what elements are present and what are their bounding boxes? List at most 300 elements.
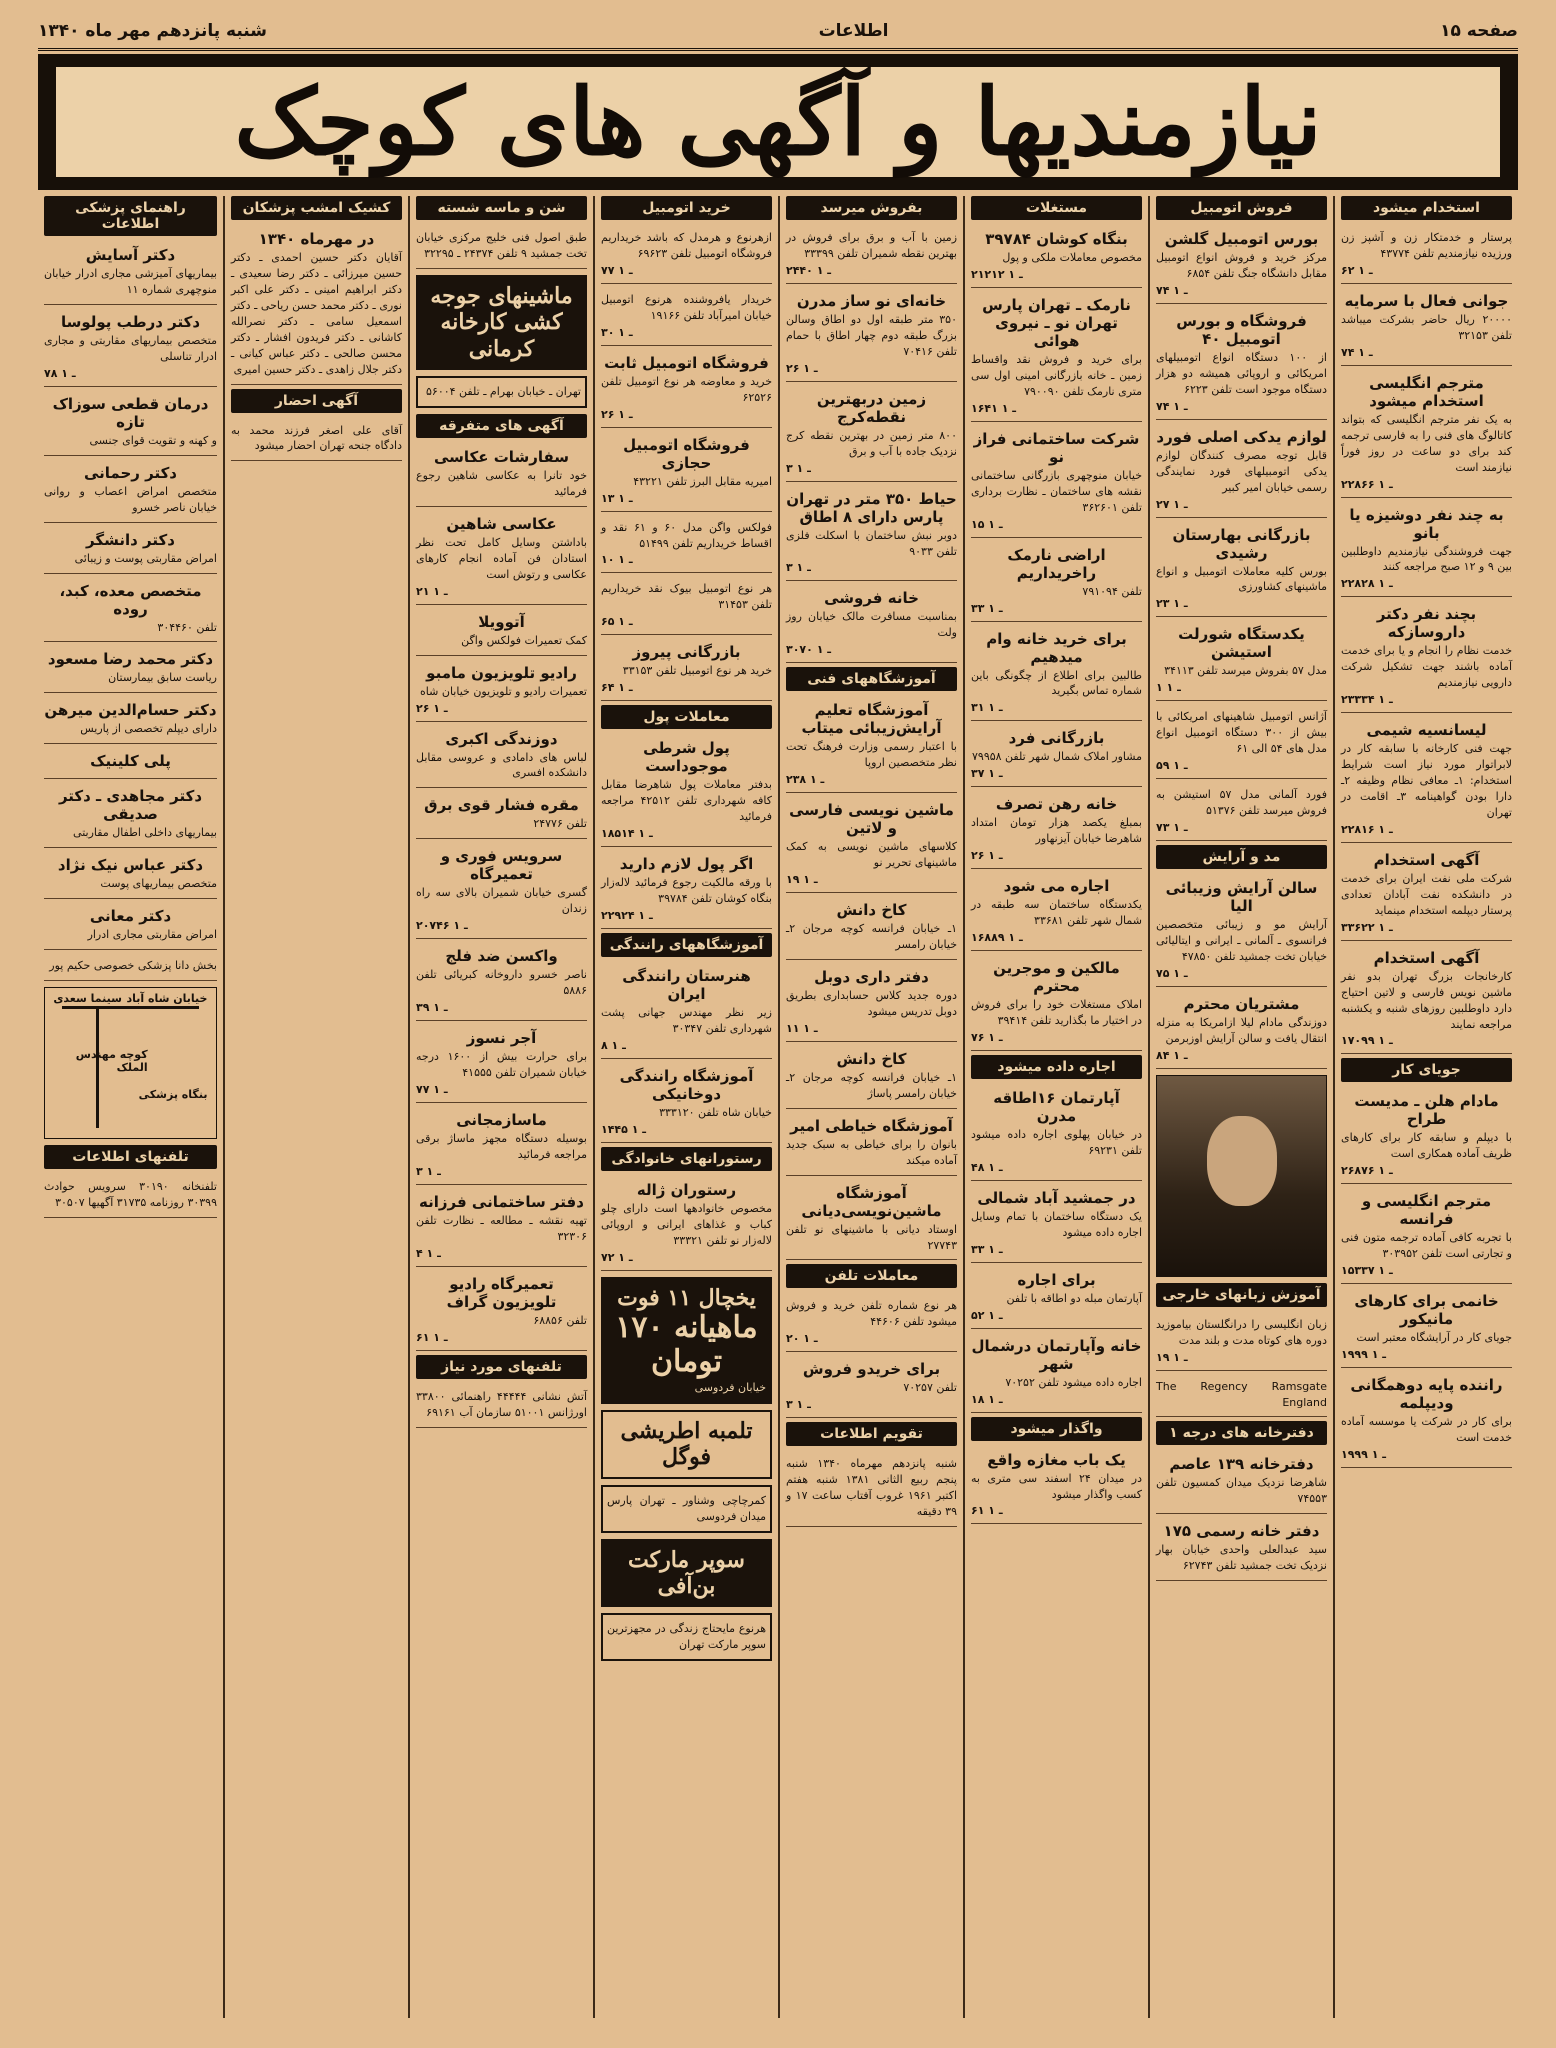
ad-title: واکسن ضد فلج [445, 947, 558, 966]
ad-body: تلفن ۲۴۷۷۶ [533, 817, 587, 831]
ad-code: ۲۷ ـ ۱ [1156, 497, 1188, 511]
ad-body: متخصص بیماریهای مقاربتی و مجاری ادرار تناسلی [44, 333, 217, 363]
ad-body: شاهرضا نزدیک میدان کمسیون تلفن ۷۴۵۵۳ [1156, 1476, 1327, 1506]
ad-body: آپارتمان مبله دو اطاقه با تلفن [1006, 1291, 1142, 1305]
ad-code: ۲۶ ـ ۱ [601, 407, 633, 421]
ad-body: امیریه مقابل البرز تلفن ۴۳۲۲۱ [633, 474, 772, 488]
ad-body: با ورقه مالکیت رجوع فرمائید لاله‌زار بنگاه کوشان تلفن ۳۹۷۸۴ [601, 876, 772, 905]
ad-title: مترجم انگلیسی استخدام میشود [1369, 373, 1484, 410]
ad-body: بمناسبت مسافرت مالک خیابان روز ولت [786, 610, 957, 640]
ad-title: در مهرماه ۱۳۴۰ [258, 230, 375, 248]
section-heading: بفروش میرسد [786, 196, 957, 220]
ad-code: ۷۴ ـ ۱ [1156, 283, 1188, 297]
ad-title: آتوویلا [478, 612, 525, 631]
ad-title: رادیو تلویزیون مامبو [426, 663, 577, 682]
ad-body: مخصوص معاملات ملکی و پول [1002, 251, 1142, 264]
classified-ad [971, 292, 1142, 422]
classified-ad [231, 419, 402, 462]
classified-ad [416, 609, 587, 656]
ad-title: لیسانسیه شیمی [1366, 721, 1487, 740]
ad-body: دارای دیپلم تخصصی از پاریس [80, 722, 217, 736]
ad-body: برای خرید و فروش نقد واقساط زمین ـ خانه بازرگانی امینی اول سی متری نارمک تلفن ۷۹۰۰۹۰ [971, 352, 1142, 398]
ad-title: مادام هلن ـ مدیست طراح [1354, 1092, 1499, 1129]
ad-code: ۷۷ ـ ۱ [416, 1082, 448, 1096]
ad-code: ۲۰ ـ ۱ [786, 1332, 818, 1346]
ad-code: ۳۳ ـ ۱ [971, 1242, 1003, 1256]
columns-container [38, 196, 1518, 2018]
ad-code: ۳۰۷۰ ـ ۱ [786, 643, 831, 657]
ad-title: بچند نفر دکتر داروسازکه [1376, 605, 1477, 642]
section-heading: شن و ماسه شسته [416, 196, 587, 220]
ad-title: دکتر حسام‌الدین میرهن [44, 701, 217, 720]
classified-ad [1341, 1288, 1512, 1368]
ad-body: دوزندگی مادام لیلا ازامریکا به منزله انتقال یافت و سالن آرایش اوزبرمن [1156, 1015, 1327, 1045]
ad-body: فولکس واگن مدل ۶۰ و ۶۱ نقد و اقساط خریداریم تلفن ۵۱۴۹۹ [601, 520, 772, 550]
classified-ad [1341, 226, 1512, 284]
section-heading: آموزشگاههای فنی [786, 667, 957, 691]
ad-title: دوزندگی اکبری [445, 729, 558, 748]
ad-code: ۳۰ ـ ۱ [601, 325, 633, 339]
classified-ad [44, 748, 217, 779]
ad-code: ۱۴۴۵ ـ ۱ [601, 1122, 646, 1136]
classified-ad [416, 943, 587, 1021]
ad-body: بدفتر معاملات پول شاهرضا مقابل کافه شهرداری تلفن ۴۲۵۱۲ مراجعه فرمائید [601, 778, 772, 824]
ad-title: مترجم انگلیسی و فرانسه [1361, 1192, 1492, 1229]
classified-ad [971, 955, 1142, 1051]
kermani-ad-sub [416, 376, 587, 408]
classified-ad [1156, 705, 1327, 779]
ad-body: گسری خیابان شمیران بالای سه راه زندان [416, 886, 587, 916]
ad-title: دکتر رحمانی [83, 463, 178, 482]
ad-body: طالبین برای اطلاع از چگونگی باین شماره تماس بگیرید [971, 668, 1142, 698]
ad-title: یکدستگاه شورلت استیشن [1178, 625, 1305, 662]
column-4 [778, 196, 963, 2018]
ad-body: تلفن ۶۸۸۵۶ [533, 1313, 587, 1327]
ad-title: برای خرید خانه وام میدهیم [986, 629, 1127, 666]
ad-code: ۶۱ ـ ۱ [971, 1504, 1003, 1518]
classified-ad [786, 386, 957, 482]
portrait-photo [1156, 1075, 1327, 1277]
ad-body: به یک نفر مترجم انگلیسی که بتواند کاتالوگ های فنی را به فارسی ترجمه کند برای دو ساعت در روز فوراً نیازمند است [1341, 412, 1512, 474]
ad-code: ۲۶۸۷۶ ـ ۱ [1341, 1164, 1393, 1178]
classified-ad [44, 697, 217, 744]
ad-code: ۳۱ ـ ۱ [971, 701, 1003, 715]
classified-ad [786, 226, 957, 284]
ad-title: دکتر عباس نیک نژاد [57, 856, 204, 875]
classified-ad [416, 1271, 587, 1351]
fridge-ad-line: یخچال ۱۱ فوت [617, 1284, 756, 1311]
ad-code: ۸ ـ ۱ [601, 1038, 626, 1052]
ad-body: شنبه پانزدهم مهرماه ۱۳۴۰ شنبه پنجم ربیع الثانی ۱۳۸۱ شنبه هفتم اکتبر ۱۹۶۱ غروب آفتاب ساعت ۱۷ و ۳۹ دقیقه [786, 1457, 958, 1519]
column-1 [1333, 196, 1518, 2018]
ad-title: آموزشگاه ماشین‌نویسی‌دیانی [801, 1183, 942, 1220]
ad-code: ۱۵۳۳۷ ـ ۱ [1341, 1264, 1393, 1278]
ad-body: متخصص بیماریهای پوست [100, 877, 217, 891]
ad-body: جویای کار در آرایشگاه معتبر است [1356, 1331, 1512, 1345]
ad-body: اجاره داده میشود تلفن ۷۰۲۵۲ [1005, 1375, 1142, 1389]
ad-body: ۱ـ خیابان فرانسه کوچه مرجان ۲ـ خیابان رامسر پاساژ [786, 1070, 957, 1100]
ad-body: امراض مقاربتی پوست و زیبائی [74, 551, 217, 565]
ad-body: The Regency Ramsgate England [1156, 1379, 1327, 1409]
ad-body: ریاست سابق بیمارستان [108, 671, 217, 685]
classified-ad [601, 639, 772, 701]
section-heading: آموزش زبانهای خارجی [1156, 1283, 1327, 1307]
ad-title: مقره فشار قوی برق [424, 796, 579, 815]
ad-code: ۱۹۹۹ ـ ۱ [1341, 1448, 1386, 1461]
classified-ad [971, 1333, 1142, 1413]
ad-body: بیماریهای آمیزشی مجاری ادرار خیابان منوچهری شماره ۱۱ [44, 267, 217, 296]
ad-title: آگهی استخدام [1373, 948, 1480, 967]
classified-ad [971, 542, 1142, 622]
classified-ad [416, 726, 587, 789]
section-heading: اجاره داده میشود [971, 1055, 1142, 1079]
ad-code: ۳۳۶۲۲ ـ ۱ [1341, 920, 1393, 934]
ad-title: ماشین نویسی فارسی و لاتین [789, 801, 954, 838]
classified-ad [601, 735, 772, 847]
ad-body: از ۱۰۰ دستگاه انواع اتومبیلهای امریکائی و اروپائی همیشه دو هزار دستگاه موجود است تلفن ۶۲۲۳ [1156, 350, 1327, 396]
ad-title: دکتر درطب پولوسا [60, 312, 201, 331]
section-heading: تلفنهای اطلاعات [44, 1145, 217, 1169]
ad-body: جهت فروشندگی نیازمندیم داوطلبین بین ۹ و ۱۲ صبح مراجعه کنند [1341, 544, 1512, 574]
classified-ad [786, 1180, 957, 1261]
ad-body: ۸۰۰ متر زمین در بهترین نقطه کرج نزدیک جاده با آب و برق [786, 428, 957, 458]
map-label: کوچه مهندس الملک [75, 1048, 148, 1075]
classified-ad [44, 1175, 217, 1218]
classified-ad [1341, 601, 1512, 713]
classified-ad [971, 725, 1142, 787]
ad-body: بمبلغ یکصد هزار تومان امتداد شاهرضا خیابان آیزنهاور [971, 816, 1142, 846]
classified-ad [971, 873, 1142, 951]
classified-ad [416, 1385, 587, 1428]
ad-title: زمین دربهترین نقطه‌کرج [816, 389, 927, 426]
page-header [38, 14, 1518, 51]
ad-code: ۴ ـ ۱ [416, 1246, 441, 1260]
classified-ad [601, 1177, 772, 1271]
classified-ad [44, 578, 217, 643]
classified-ad [44, 783, 217, 848]
ad-title: سفارشات عکاسی [433, 447, 570, 466]
column-2 [1148, 196, 1333, 2018]
supermarket-ad [601, 1539, 772, 1608]
section-heading: آموزشگاههای رانندگی [601, 933, 772, 957]
ad-code: ۱۱ ـ ۱ [786, 1021, 818, 1035]
ad-code: ۱۹ ـ ۱ [1156, 1350, 1188, 1364]
classified-ad [601, 350, 772, 428]
section-heading: خرید اتومبیل [601, 196, 772, 220]
section-heading: استخدام میشود [1341, 196, 1512, 220]
ad-title: برای اجاره [1017, 1270, 1096, 1289]
classified-ad [786, 1046, 957, 1109]
classified-ad [1341, 847, 1512, 941]
ad-title: بازرگانی بهارستان رشیدی [1172, 525, 1311, 562]
classified-ad [416, 1107, 587, 1185]
classified-ad [44, 391, 217, 456]
ad-body: کمک تعمیرات فولکس واگن [461, 633, 587, 647]
ad-code: ۲۲۸۱۶ ـ ۱ [1341, 822, 1393, 836]
ad-body: ناصر خسرو داروخانه کبریائی تلفن ۵۸۸۶ [416, 968, 587, 998]
classified-ad [1156, 991, 1327, 1069]
ad-body: دوره جدید کلاس حسابداری بطریق دوبل تدریس میشود [786, 988, 957, 1018]
classified-ad [786, 697, 957, 793]
ad-body: املاک مستغلات خود را برای فروش در اختیار ما بگذارید تلفن ۳۹۴۱۴ [971, 998, 1142, 1027]
classified-ad [601, 577, 772, 635]
classified-ad [601, 432, 772, 512]
fridge-ad-line: خیابان فردوسی [694, 1380, 766, 1394]
ad-title: به چند نفر دوشیزه یا بانو [1349, 505, 1504, 542]
ad-body: فورد آلمانی مدل ۵۷ استیشن به فروش میرسد تلفن ۵۱۳۷۶ [1156, 788, 1327, 818]
classified-ad [971, 1447, 1142, 1525]
classified-ad [971, 626, 1142, 722]
ad-body: بیماریهای داخلی اطفال مقاربتی [73, 826, 217, 840]
classified-ad [786, 1356, 957, 1418]
ad-body: آرایش مو و زیبائی متخصصین فرانسوی ـ آلمانی ـ ایرانی و ایتالیائی خیابان تخت جمشید تلفن ۴۷۸۵۰ [1156, 918, 1327, 963]
ad-title: برای خریدو فروش [802, 1360, 941, 1379]
fridge-ad-line: ماهیانه ۱۷۰ تومان [615, 1309, 758, 1380]
classified-ad [786, 797, 957, 893]
ad-title: خانمی برای کارهای مانیکور [1354, 1292, 1499, 1329]
ad-body: خریدار یافروشنده هرنوع اتومبیل خیابان امیرآباد تلفن ۱۹۱۶۶ [601, 292, 772, 322]
classified-ad [601, 226, 772, 284]
classified-ad [44, 242, 217, 305]
portrait-face [1207, 1116, 1277, 1206]
ad-body: تلفن ۳۰۴۴۶۰ [157, 620, 217, 634]
ad-body: خرید هر نوع اتومبیل تلفن ۳۳۱۵۳ [622, 664, 772, 678]
classified-ad [1156, 875, 1327, 987]
ad-title: سرویس فوری و تعمیرگاه [440, 847, 563, 884]
ad-title: بورس اتومبیل گلشن [1164, 230, 1319, 248]
ad-code: ۶۴ ـ ۱ [601, 681, 633, 695]
section-heading: آگهی احضار [231, 389, 402, 413]
ad-title: درمان قطعی سوزاک تازه [52, 394, 209, 431]
column-5 [593, 196, 778, 2018]
ad-code: ۴۸ ـ ۱ [971, 1160, 1003, 1174]
ad-body: بوسیله دستگاه مجهز ماساژ برقی مراجعه فرمائید [416, 1131, 587, 1161]
section-heading: تلفنهای مورد نیاز [416, 1355, 587, 1379]
classified-ad [1156, 522, 1327, 618]
ad-code: ۲۳ ـ ۱ [1156, 597, 1188, 611]
ad-code: ۳۹ ـ ۱ [416, 1001, 448, 1015]
ad-body: یک دستگاه ساختمان با تمام وسایل اجاره داده میشود [971, 1209, 1142, 1239]
section-banner [38, 54, 1518, 190]
classified-ad [971, 426, 1142, 538]
ad-title: کاخ دانش [836, 901, 907, 920]
ad-body: و کهنه و تقویت قوای جنسی [89, 433, 217, 447]
ad-body: با تجربه کافی آماده ترجمه متون فنی و تجارتی است تلفن ۳۰۳۹۵۲ [1341, 1231, 1512, 1261]
ad-title: مشتریان محترم [1183, 994, 1300, 1013]
ad-code: ۱۶۸۸۹ ـ ۱ [971, 931, 1023, 945]
paper-name: اطلاعات [818, 21, 889, 41]
ad-title: بازرگانی فرد [1008, 729, 1105, 748]
ad-code: ۱۹ ـ ۱ [786, 873, 818, 887]
ad-body: امراض مقاربتی مجاری ادرار [87, 928, 217, 942]
kermani-ad-sub-text: تهران ـ خیابان بهرام ـ تلفن ۵۶۰۰۴ [426, 385, 581, 399]
classified-ad [786, 964, 957, 1042]
ad-code: ۲۲۸۲۸ ـ ۱ [1341, 577, 1393, 591]
ad-body: زبان انگلیسی را درانگلستان بیاموزید دوره های کوتاه مدت و بلند مدت [1156, 1317, 1327, 1347]
ad-body: آتش نشانی ۴۴۴۴۴ راهنمائی ۳۳۸۰۰ اورژانس ۵۱۰۰۱ سازمان آب ۶۹۱۶۱ [416, 1389, 587, 1419]
map-label: بنگاه پزشکی [138, 1088, 208, 1102]
ad-code: ۲۲۸۶۶ ـ ۱ [1341, 477, 1393, 491]
ad-body: خیابان منوچهری بازرگانی ساختمانی نقشه های ساختمان ـ نظارت برداری تلفن ۳۶۲۶۰۱ [971, 468, 1142, 514]
classified-ad [1156, 783, 1327, 841]
classified-ad [786, 1452, 957, 1527]
supermarket-ad-text: سوپر مارکت بن‌آفی [628, 1546, 745, 1599]
classified-ad [601, 516, 772, 574]
ad-body: مشاور املاک شمال شهر تلفن ۷۹۹۵۸ [972, 750, 1142, 764]
ad-title: جوانی فعال با سرمایه [1344, 291, 1509, 310]
ad-body: در خیابان پهلوی اجاره داده میشود تلفن ۶۹۲۳۱ [971, 1127, 1142, 1157]
ad-title: خانه‌ای نو ساز مدرن [796, 291, 947, 310]
ad-code: ۷۴ ـ ۱ [1156, 399, 1188, 413]
ad-body: بانوان را برای خیاطی به سبک جدید آماده میکند [786, 1137, 957, 1167]
ad-code: ۷۳ ـ ۱ [1156, 821, 1188, 834]
classified-ad [1341, 717, 1512, 843]
fogel-pump-ad-sub-text: کمرچاچی وشناور ـ تهران پارس میدان فردوسی [607, 1493, 766, 1523]
ad-code: ۳۷ ـ ۱ [971, 767, 1003, 781]
ad-title: راننده پایه دوهمگانی ودیپلمه [1350, 1376, 1503, 1413]
classified-ad [416, 792, 587, 839]
classified-ad [1341, 945, 1512, 1055]
ad-title: حیاط ۳۵۰ متر در تهران پارس دارای ۸ اطاق [786, 489, 957, 526]
classified-ad [1156, 1313, 1327, 1371]
ad-body: مدل ۵۷ بفروش میرسد تلفن ۳۴۱۱۳ [1164, 664, 1327, 678]
ad-title: دفتر خانه رسمی ۱۷۵ [1163, 1522, 1320, 1541]
ad-code: ۱۳ ـ ۱ [601, 491, 633, 505]
classified-ad [1341, 1088, 1512, 1184]
ad-title: خانه فروشی [824, 589, 919, 608]
ad-code: ۲۲۹۲۴ ـ ۱ [601, 908, 653, 922]
ad-title: دکتر معانی [89, 907, 172, 926]
ad-title: آجر نسوز [466, 1029, 537, 1048]
ad-body: اوستاد دیانی با ماشینهای نو تلفن ۲۷۷۴۳ [786, 1222, 957, 1252]
classified-ad [971, 1267, 1142, 1329]
section-heading: مد و آرایش [1156, 845, 1327, 869]
classified-ad [786, 486, 957, 582]
ad-body: خود تانرا به عکاسی شاهین رجوع فرمائید [416, 468, 587, 498]
classified-ad [1156, 1451, 1327, 1514]
ad-body: کارخانجات بزرگ تهران بدو نفر ماشین نویس فارسی و لاتین احتیاج دارد داوطلبین روزهای شنبه و یکشنبه مراجعه نمایند [1341, 969, 1512, 1031]
ad-code: ۶۱ ـ ۱ [416, 1330, 448, 1344]
ad-code: ۲۶ ـ ۱ [971, 849, 1003, 863]
kermani-ad [416, 275, 587, 370]
ad-title: رستوران ژاله [636, 1180, 737, 1199]
ad-body: ۱ـ خیابان فرانسه کوچه مرجان ۲ـ خیابان رامسر [786, 922, 957, 951]
ad-body: هر نوع اتومبیل بیوک نقد خریداریم تلفن ۳۱۴۵۳ [601, 582, 772, 612]
ad-code: ۱۹۹۹ ـ ۱ [1341, 1348, 1386, 1362]
ad-body: پرستار و خدمتکار زن و آشپز زن ورزیده نیازمندیم تلفن ۴۳۷۷۴ [1341, 231, 1512, 260]
ad-code: ۲۴۴۰ ـ ۱ [786, 263, 831, 277]
classified-ad [44, 646, 217, 693]
column-6 [408, 196, 593, 2018]
ad-code: ۶۵ ـ ۱ [601, 615, 633, 629]
ad-title: پلی کلینیک [90, 752, 171, 771]
section-heading: فروش اتومبیل [1156, 196, 1327, 220]
section-heading: کشیک امشب پزشکان [231, 196, 402, 220]
ad-title: پول شرطی موجوداست [643, 739, 730, 776]
ad-title: متخصص معده، کبد، روده [59, 581, 202, 618]
classified-ad [601, 1063, 772, 1143]
classified-ad [1341, 502, 1512, 598]
map-label: خیابان شاه آباد [126, 992, 208, 1006]
map-label: سینما سعدی [53, 992, 122, 1006]
classified-ad [1341, 370, 1512, 498]
ad-code: ۳ ـ ۱ [786, 561, 811, 575]
ad-body: مخصوص خانوادهها است دارای چلو کباب و غذاهای ایرانی و اروپائی لاله‌زار نو تلفن ۳۳۳۲۱ [601, 1201, 772, 1247]
ad-code: ۱۸۵۱۴ ـ ۱ [601, 827, 653, 841]
classified-ad [1156, 424, 1327, 518]
classified-ad [44, 954, 217, 981]
ad-body: زیر نظر مهندس جهانی پشت شهرداری تلفن ۳۰۳۴۷ [601, 1005, 772, 1035]
ad-body: برای حرارت بیش از ۱۶۰۰ درجه خیابان شمیران تلفن ۴۱۵۵۵ [416, 1050, 588, 1080]
ad-title: عکاسی شاهین [446, 514, 557, 533]
ad-body: ازهرنوع و هرمدل که باشد خریداریم فروشگاه اتومبیل تلفن ۶۹۶۲۳ [601, 231, 772, 260]
ad-title: نارمک ـ تهران پارس تهران نو ـ نیروی هوائی [982, 295, 1131, 350]
ad-body: تلفنخانه ۳۰۱۹۰ سرویس حوادث ۳۰۳۹۹ روزنامه ۳۱۷۳۵ آگهیها ۳۰۵۰۷ [44, 1180, 217, 1209]
ad-body: ۲۰۰۰۰ ریال حاضر بشرکت میباشد تلفن ۳۲۱۵۳ [1341, 312, 1512, 342]
ad-title: سالن آرایش وزیبائی الیا [1165, 879, 1318, 915]
ad-title: دکتر مجاهدی ـ دکتر صدیقی [58, 787, 203, 824]
ad-body: آژانس اتومبیل شاهینهای امریکائی با بیش از ۳۰۰ دستگاه اتومبیل انواع مدل های ۵۴ الی ۶۱ [1156, 710, 1327, 756]
classified-ad [1156, 1375, 1327, 1418]
ad-body: تهیه نقشه ـ مطالعه ـ نظارت تلفن ۳۲۳۰۶ [416, 1213, 587, 1243]
ad-code: ۷۶ ـ ۱ [971, 1030, 1003, 1044]
ad-title: آگهی استخدام [1373, 850, 1480, 869]
section-heading: راهنمای پزشکی اطلاعات [44, 196, 217, 236]
ad-code: ۲۱ ـ ۱ [416, 584, 448, 598]
classified-ad [971, 1185, 1142, 1263]
ad-code: ۱۰ ـ ۱ [601, 553, 633, 567]
classified-ad [786, 585, 957, 663]
ad-title: دفتر داری دوبل [814, 967, 929, 986]
ad-body: آقای علی اصغر فرزند محمد به دادگاه جنحه تهران احضار میشود [231, 423, 402, 453]
ad-code: ۲۳۳۳۴ ـ ۱ [1341, 693, 1393, 707]
ad-body: آقایان دکتر حسین احمدی ـ دکتر حسین میرزائی ـ دکتر رضا سعیدی ـ دکتر ابراهیم امینی ـ دکتر علی اکبر نوری ـ دکتر محمد حسن ریاحی ـ دکتر اسمعیل سامی ـ دکتر نصرالله کاشانی ـ دکتر فریدون افشار ـ دکتر محسن صالحی ـ دکتر عباس کیانی ـ دکتر جلال زاهدی ـ دکتر حسین امیری [231, 251, 402, 376]
ad-code: ۵۹ ـ ۱ [1156, 759, 1188, 773]
ad-title: لوازم یدکی اصلی فورد [1156, 427, 1327, 446]
ad-code: ۱ ـ ۱ [1156, 681, 1181, 695]
supermarket-ad-sub-text: هرنوع مایحتاج زندگی در مجهزترین سوپر مارکت تهران [607, 1622, 766, 1652]
ad-title: دفترخانه ۱۳۹ عاصم [1169, 1455, 1314, 1474]
classified-ad [416, 1025, 587, 1103]
ad-title: دفتر ساختمانی فرزانه [419, 1192, 584, 1211]
column-8 [38, 196, 223, 2018]
ad-code: ۷۴ ـ ۱ [1341, 345, 1373, 359]
section-heading: تقویم اطلاعات [786, 1422, 957, 1446]
section-heading: معاملات پول [601, 705, 772, 729]
ad-body: با دیپلم و سابقه کار برای کارهای ظریف آماده همکاری است [1341, 1131, 1512, 1161]
ad-body: سید عبدالعلی واحدی خیابان بهار نزدیک تخت جمشید تلفن ۶۲۷۴۳ [1156, 1543, 1327, 1573]
ad-title: آموزشگاه رانندگی دوخانیکی [619, 1066, 754, 1103]
ad-code: ۲۰۷۴۶ ـ ۱ [416, 919, 468, 933]
classified-ad [786, 1294, 957, 1352]
supermarket-ad-sub [601, 1613, 772, 1661]
ad-body: کلاسهای ماشین نویسی به کمک ماشینهای تحریر نو [786, 840, 957, 870]
ad-body: باداشتن وسایل کامل تحت نظر استادان فن آماده انجام کارهای عکاسی و رتوش است [416, 535, 587, 581]
section-heading: جویای کار [1341, 1058, 1512, 1082]
classified-ad [416, 1189, 587, 1267]
ad-body: تلفن ۷۹۱۰۹۴ [1082, 584, 1142, 598]
ad-title: خانه وآپارتمان درشمال شهر [971, 1336, 1142, 1373]
clinic-location-map [44, 987, 217, 1139]
classified-ad [971, 226, 1142, 288]
ad-title: دکتر محمد رضا مسعود [47, 650, 214, 669]
ad-body: بورس کلیه معاملات اتومبیل و انواع ماشینهای کشاورزی [1156, 564, 1327, 594]
classified-ad [416, 843, 587, 939]
classified-ad [44, 527, 217, 574]
ad-code: ۷۲ ـ ۱ [601, 1250, 633, 1264]
ad-code: ۱۷۰۹۹ ـ ۱ [1341, 1034, 1393, 1048]
ad-code: ۲۳۸ ـ ۱ [786, 773, 825, 787]
